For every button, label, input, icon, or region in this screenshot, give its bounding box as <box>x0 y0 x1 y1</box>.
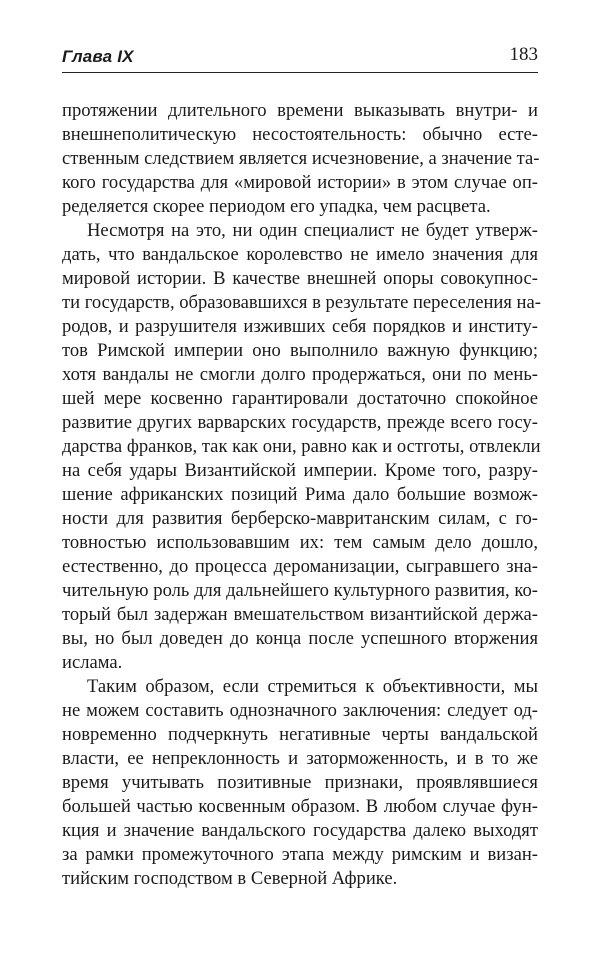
text-line: развитие других варварских государств, прежде всего госу- <box>62 412 538 433</box>
text-line: мировой истории. В качестве внешней опоры совокупнос- <box>62 268 538 289</box>
paragraph-1 <box>62 99 538 219</box>
text-line: шение африканских позиций Рима дало большие возмож- <box>62 484 538 505</box>
paragraph-2 <box>62 219 541 675</box>
text-line: ности для развития берберско-мавританским силам, с го- <box>62 508 538 529</box>
text-line: естественно, до процесса дероманизации, сыгравшего зна- <box>62 556 538 577</box>
text-line: ределяется скорее периодом его упадка, чем расцвета. <box>62 196 491 217</box>
text-line: время учитывать позитивные признаки, проявлявшиеся <box>62 772 538 793</box>
body-text <box>62 99 541 891</box>
text-line: на себя удары Византийской империи. Кроме того, разру- <box>62 460 538 481</box>
text-line: вы, но был доведен до конца после успешного вторжения <box>62 628 538 649</box>
text-line: тов Римской империи оно выполнило важную функцию; <box>62 340 538 361</box>
text-line: торый был задержан вмешательством византийской держа- <box>62 604 538 625</box>
text-line: товностью использовавшим их: тем самым дело дошло, <box>62 532 538 553</box>
text-line: дарства франков, так как они, равно как и остготы, отвлекли <box>62 436 541 457</box>
text-line: не можем составить однозначного заключения: следует од- <box>62 700 538 721</box>
text-line: Таким образом, если стремиться к объективности, мы <box>87 676 538 697</box>
text-line: большей частью косвенным образом. В любом случае фун- <box>62 796 538 817</box>
text-line: чительную роль для дальнейшего культурного развития, ко- <box>62 580 538 601</box>
text-line: кого государства для «мировой истории» в этом случае оп- <box>62 172 538 193</box>
text-line: кция и значение вандальского государства далеко выходят <box>62 820 538 841</box>
text-line: дать, что вандальское королевство не имело значения для <box>62 244 538 265</box>
running-header <box>62 44 538 73</box>
text-line: за рамки промежуточного этапа между римским и визан- <box>62 844 538 865</box>
text-line: шей мере косвенно гарантировали достаточно спокойное <box>62 388 538 409</box>
text-line: ислама. <box>62 652 123 673</box>
chapter-title: Глава IX <box>62 47 134 66</box>
text-line: ти государств, образовавшихся в результате переселения на- <box>62 292 541 313</box>
text-line: власти, ее непреклонность и заторможенность, и в то же <box>62 748 538 769</box>
text-line: родов, и разрушителя изживших себя порядков и институ- <box>62 316 538 337</box>
paragraph-3 <box>62 675 538 891</box>
page-number: 183 <box>509 44 538 65</box>
text-line: хотя вандалы не смогли долго продержаться, они по мень- <box>62 364 538 385</box>
text-line: тийским господством в Северной Африке. <box>62 868 398 889</box>
text-line: внешнеполитическую несостоятельность: обычно есте- <box>62 124 538 145</box>
text-line: протяжении длительного времени выказывать внутри- и <box>62 100 538 121</box>
text-line: новременно подчеркнуть негативные черты вандальской <box>62 724 538 745</box>
text-line: Несмотря на это, ни один специалист не будет утверж- <box>87 220 538 241</box>
text-line: ственным следствием является исчезновение, а значение та- <box>62 148 540 169</box>
